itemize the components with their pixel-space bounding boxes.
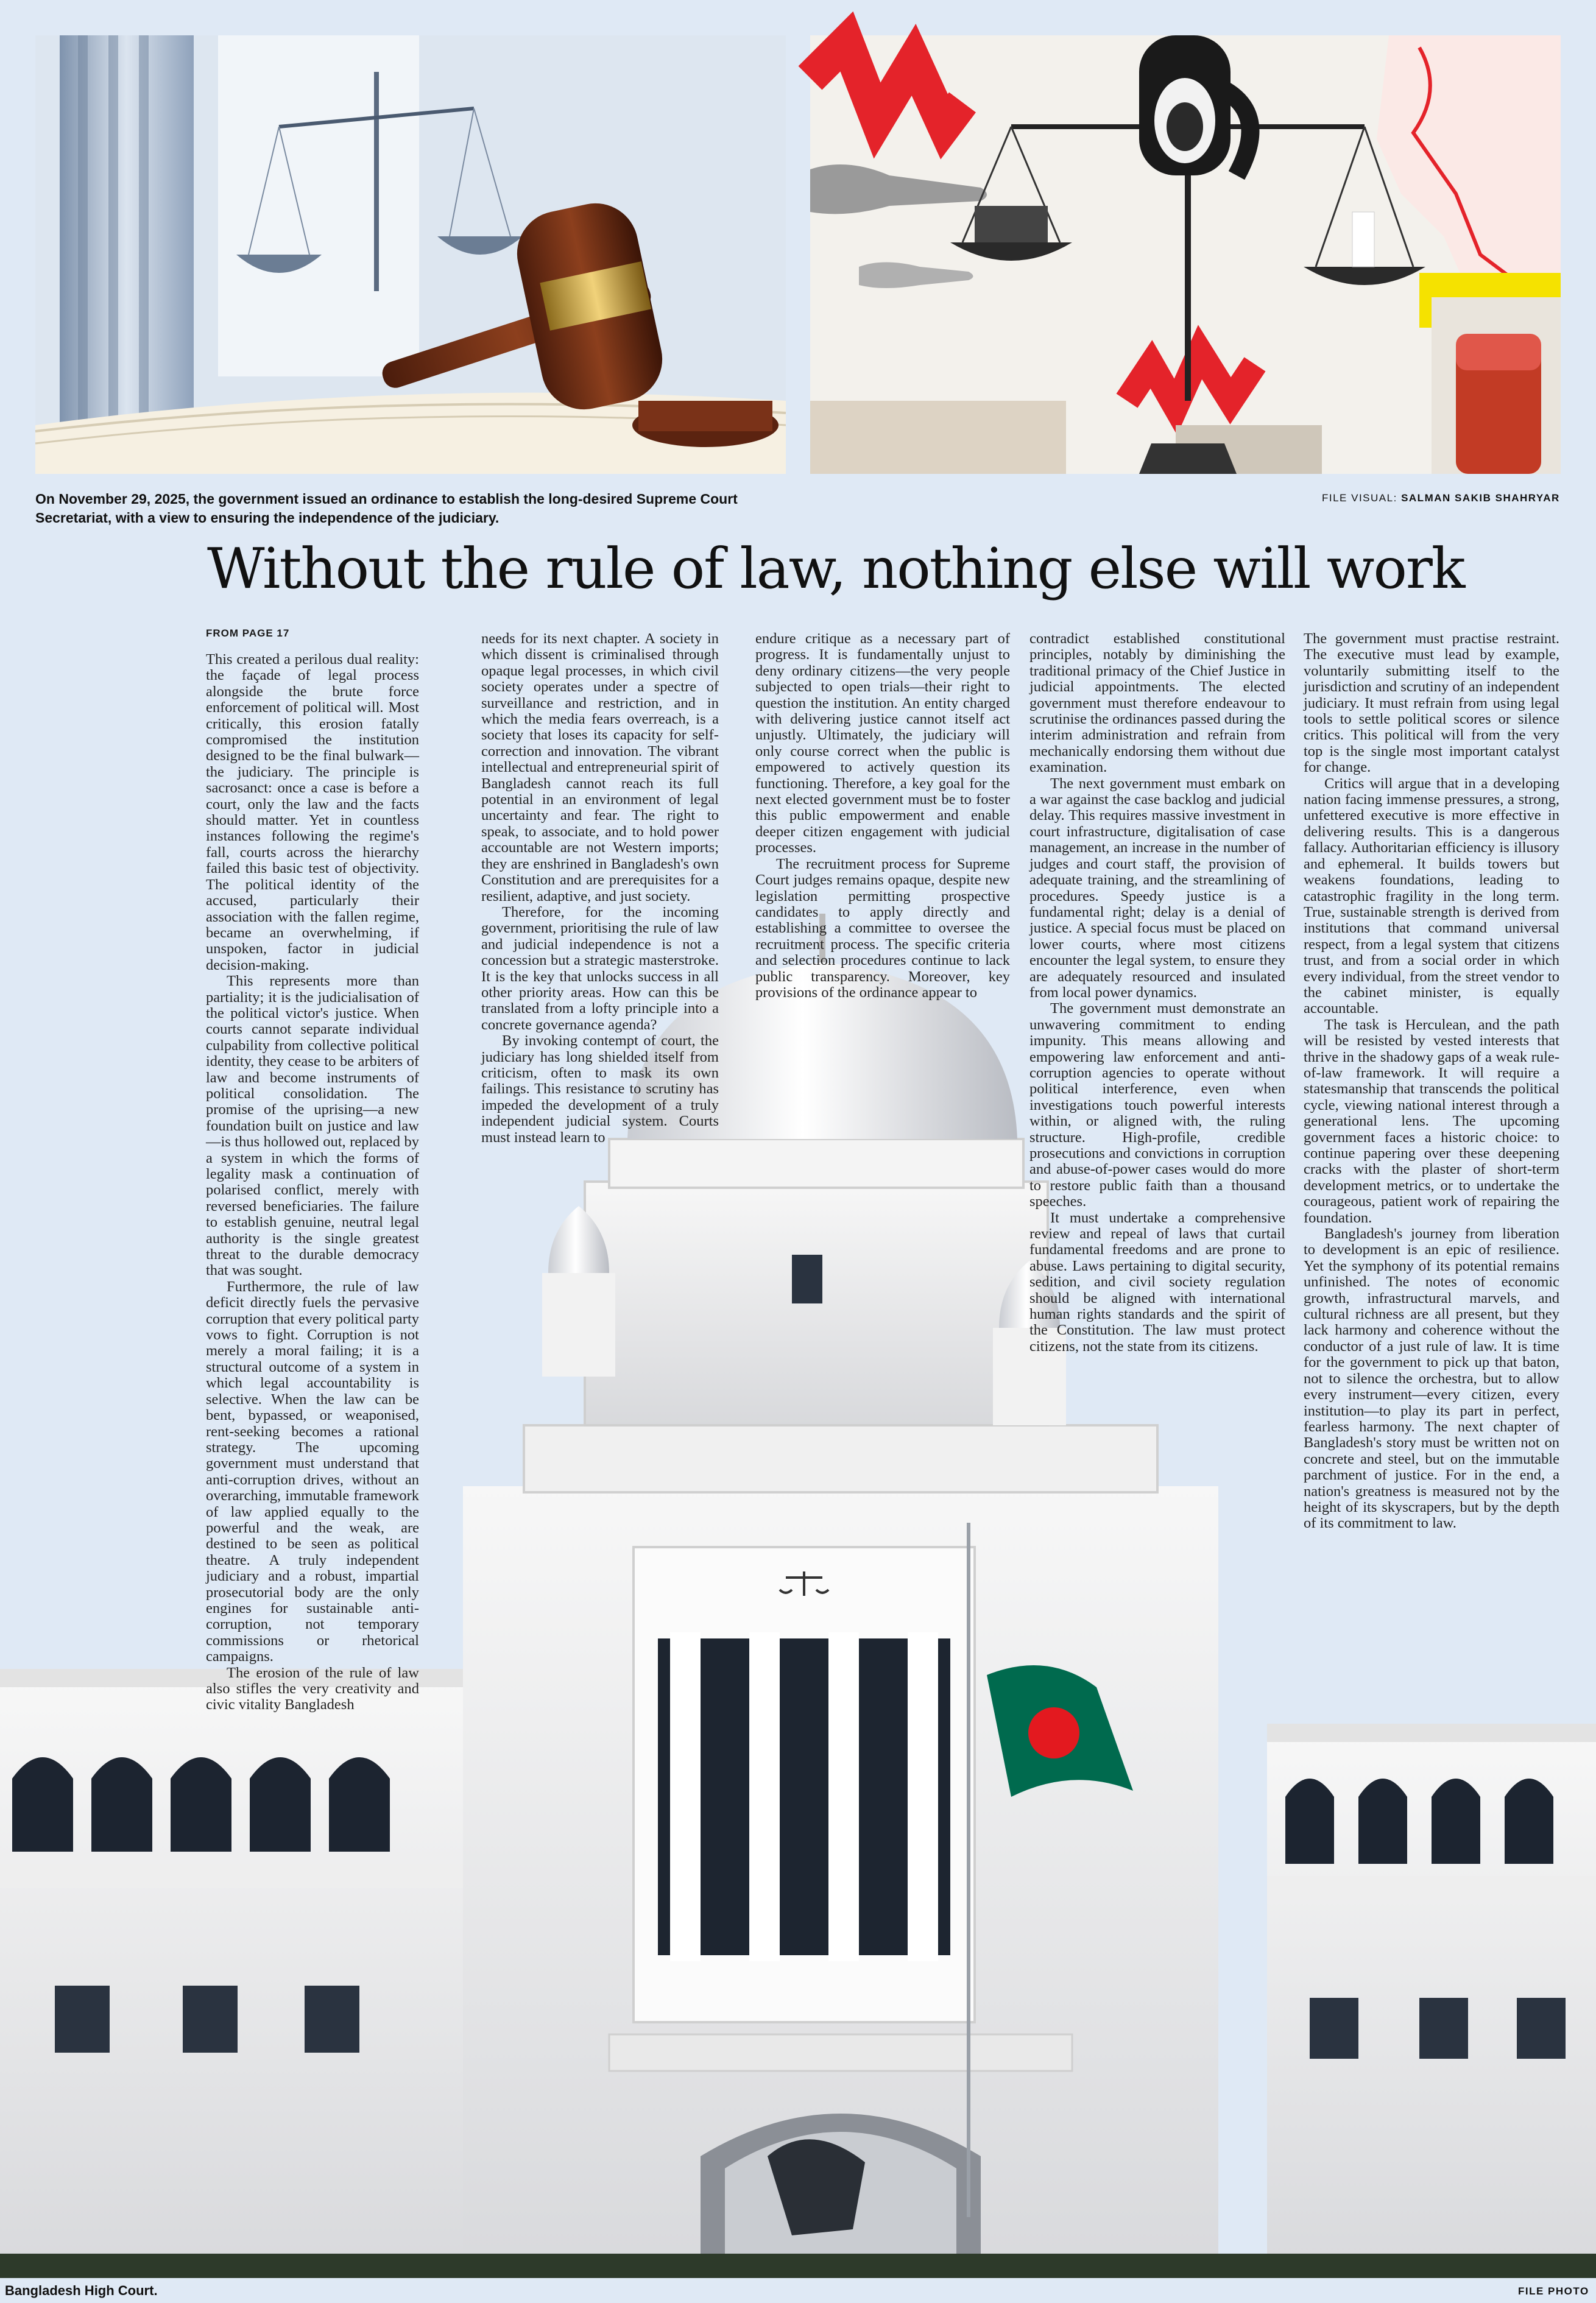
top-photo-caption: On November 29, 2025, the government issued an ordinance to establish the long-desired Supreme Court Secretariat, with a view to ensuring the independence of the judiciary.	[35, 491, 738, 526]
article-column-5	[1304, 631, 1559, 1727]
paragraph: Bangladesh's journey from liberation to development is an epic of resilience. Yet the symphony of its potential remains unfinished. The notes of economic growth, infrastructural marvels, and cultural richness are all present, but they lack harmony and coherence without the conductor of a just rule of law. It is time for the government to pick up that baton, not to silence the orchestra, but to allow every instrument—every citizen, every institution—to play its part in perfect, fearless harmony. The next chapter of Bangladesh's story must be written not on concrete and steel, but on the immutable parchment of justice. For in the end, a nation's greatness is measured not by the height of its skyscrapers, but by the depth of its commitment to law.	[1304, 1226, 1559, 1532]
article-column-2	[481, 631, 719, 1325]
paragraph: needs for its next chapter. A society in which dissent is criminalised through opaque legal processes, in which civil society operates under a spectre of surveillance and restriction, and in which the media fears overreach, is a society that loses its capacity for self-correction and innovation. The vibrant intellectual and entrepreneurial spirit of Bangladesh cannot reach its full potential in an environment of legal uncertainty and fear. The right to speak, to associate, and to hold power accountable are not Western imports; they are enshrined in Bangladesh's own Constitution and are prerequisites for a resilient, adaptive, and just society.	[481, 630, 719, 905]
paragraph: It must undertake a comprehensive review and repeal of laws that curtail fundamental freedoms and are prone to abuse. Laws pertaining to digital security, sedition, and civil society regulation should be aligned with international human rights standards and the spirit of the Constitution. The law must protect citizens, not the state from its citizens.	[1029, 1209, 1285, 1355]
credit-prefix: FILE VISUAL:	[1322, 492, 1397, 504]
article-column-1	[206, 651, 419, 1713]
bottom-photo-caption: Bangladesh High Court.	[5, 2283, 158, 2298]
paragraph: The task is Herculean, and the path will be resisted by vested interests that thrive in the shadowy gaps of a weak rule-of-law framework. It will require a statesmanship that transcends the political cycle, viewing national interest through a generational lens. The upcoming government faces a historic choice: to continue papering over these deepening cracks with the plaster of short-term development metrics, or to undertake the courageous, patient work of repairing the foundation.	[1304, 1016, 1559, 1226]
bottom-photo-credit: FILE PHOTO	[1518, 2285, 1589, 2297]
paragraph: The government must demonstrate an unwavering commitment to ending impunity. This means allowing and empowering law enforcement and anti-corruption agencies to operate without political interference, even when investigations touch powerful interests within, or aligned with, the ruling structure. High-profile, credible prosecutions and convictions in corruption and abuse-of-power cases would do more to restore public faith than a thousand speeches.	[1029, 1000, 1285, 1210]
gavel-icon	[35, 35, 786, 474]
paragraph: The next government must embark on a war against the case backlog and judicial delay. This requires massive investment in court infrastructure, digitalisation of case management, an increase in the number of judges and court staff, the provision of adequate training, and the streamlining of procedures. Speedy justice is a fundamental right; delay is a denial of justice. A special focus must be placed on lower courts, where most citizens encounter the legal system, to ensure they are adequately resourced and insulated from local power dynamics.	[1029, 775, 1285, 1001]
paragraph: Critics will argue that in a developing nation facing immense pressures, a strong, unfettered executive is more effective in delivering results. This is a dangerous fallacy. Authoritarian efficiency is illusory and ephemeral. It builds towers but weakens foundations, leading to catastrophic fragility in the long term. True, sustainable strength is derived from institutions that command universal respect, from a legal system that citizens trust, and from a social order in which every individual, from the street vendor to the cabinet minister, is equally accountable.	[1304, 775, 1559, 1017]
paragraph: This represents more than partiality; it is the judicialisation of the political victor's justice. When courts cannot separate individual culpability from collective political identity, they cease to be arbiters of law and become instruments of political consolidation. The promise of the uprising—a new foundation built on justice and law—is thus hollowed out, replaced by a system in which the forms of legality mask a continuation of polarised conflict, merely with reversed beneficiaries. The failure to establish genuine, neutral legal authority is the single greatest threat to the durable democracy that was sought.	[206, 973, 419, 1279]
paragraph: contradict established constitutional principles, notably by diminishing the traditional primacy of the Chief Justice in judicial appointments. The elected government must therefore endeavour to scrutinise the ordinances passed during the interim administration and refrain from mechanically endorsing them without due examination.	[1029, 630, 1285, 776]
headline: Without the rule of law, nothing else will work	[207, 536, 1464, 601]
paragraph: The recruitment process for Supreme Court judges remains opaque, despite new legislation permitting prospective candidates to apply directly and establishing a committee to oversee the recruitment process. The specific criteria and selection procedures continue to lack public transparency. Moreover, key provisions of the ordinance appear to	[755, 855, 1010, 1001]
paragraph: The erosion of the rule of law also stifles the very creativity and civic vitality Bangladesh	[206, 1664, 419, 1713]
paragraph: Therefore, for the incoming government, prioritising the rule of law and judicial independence is not a concession but a strategic masterstroke. It is the key that unlocks success in all other priority areas. How can this be translated from a lofty principle into a concrete governance agenda?	[481, 903, 719, 1033]
article-column-3	[755, 631, 1010, 1155]
paragraph: The government must practise restraint. The executive must lead by example, voluntarily submitting itself to the jurisdiction and scrutiny of an independent judiciary. It must refrain from using legal tools to settle political scores or silence critics. This political will from the very top is the single most important catalyst for change.	[1304, 630, 1559, 776]
article-column-4	[1029, 631, 1285, 1508]
paragraph: This created a perilous dual reality: the façade of legal process alongside the brute force enforcement of political will. Most critically, this erosion fatally compromised the institution designed to be the final bulwark—the judiciary. The principle is sacrosanct: once a case is before a court, only the law and the facts should matter. Yet in countless instances following the regime's fall, courts across the hierarchy failed this basic test of objectivity. The political identity of the accused, particularly their association with the fallen regime, became an overwhelming, if unspoken, factor in judicial decision-making.	[206, 651, 419, 973]
from-page-label: FROM PAGE 17	[206, 627, 290, 639]
paragraph: Furthermore, the rule of law deficit directly fuels the pervasive corruption that every political party vows to fight. Corruption is not merely a moral failing; it is a structural outcome of a system in which legal accountability is selective. When the law can be bent, bypassed, or weaponised, rent-seeking becomes a rational strategy. The upcoming government must understand that anti-corruption drives, without an overarching, immutable framework of law applied equally to the powerful and the weak, are destined to be seen as political theatre. A truly independent judiciary and a robust, impartial prosecutorial body are the only engines for sustainable anti-corruption, not temporary commissions or rhetorical campaigns.	[206, 1278, 419, 1665]
paragraph: By invoking contempt of court, the judiciary has long shielded itself from criticism, often to mask its own failings. This resistance to scrutiny has impeded the development of a truly independent judicial system. Courts must instead learn to	[481, 1032, 719, 1146]
top-photo-credit	[1322, 492, 1560, 504]
collage-photo	[810, 35, 1561, 474]
raised-fist-icon	[1456, 334, 1541, 474]
scales-of-justice-icon	[810, 35, 1561, 474]
credit-name: SALMAN SAKIB SHAHRYAR	[1401, 492, 1560, 504]
paragraph: endure critique as a necessary part of progress. It is fundamentally unjust to deny ordinary citizens—the very people subjected to open trials—their right to question the institution. An entity charged with delivering justice cannot itself act unjustly. Ultimately, the judiciary will only course correct when the public is empowered to actively question its functioning. Therefore, a key goal for the next elected government must be to foster this public empowerment and enable deeper citizen engagement with judicial processes.	[755, 630, 1010, 856]
gavel-photo	[35, 35, 786, 474]
